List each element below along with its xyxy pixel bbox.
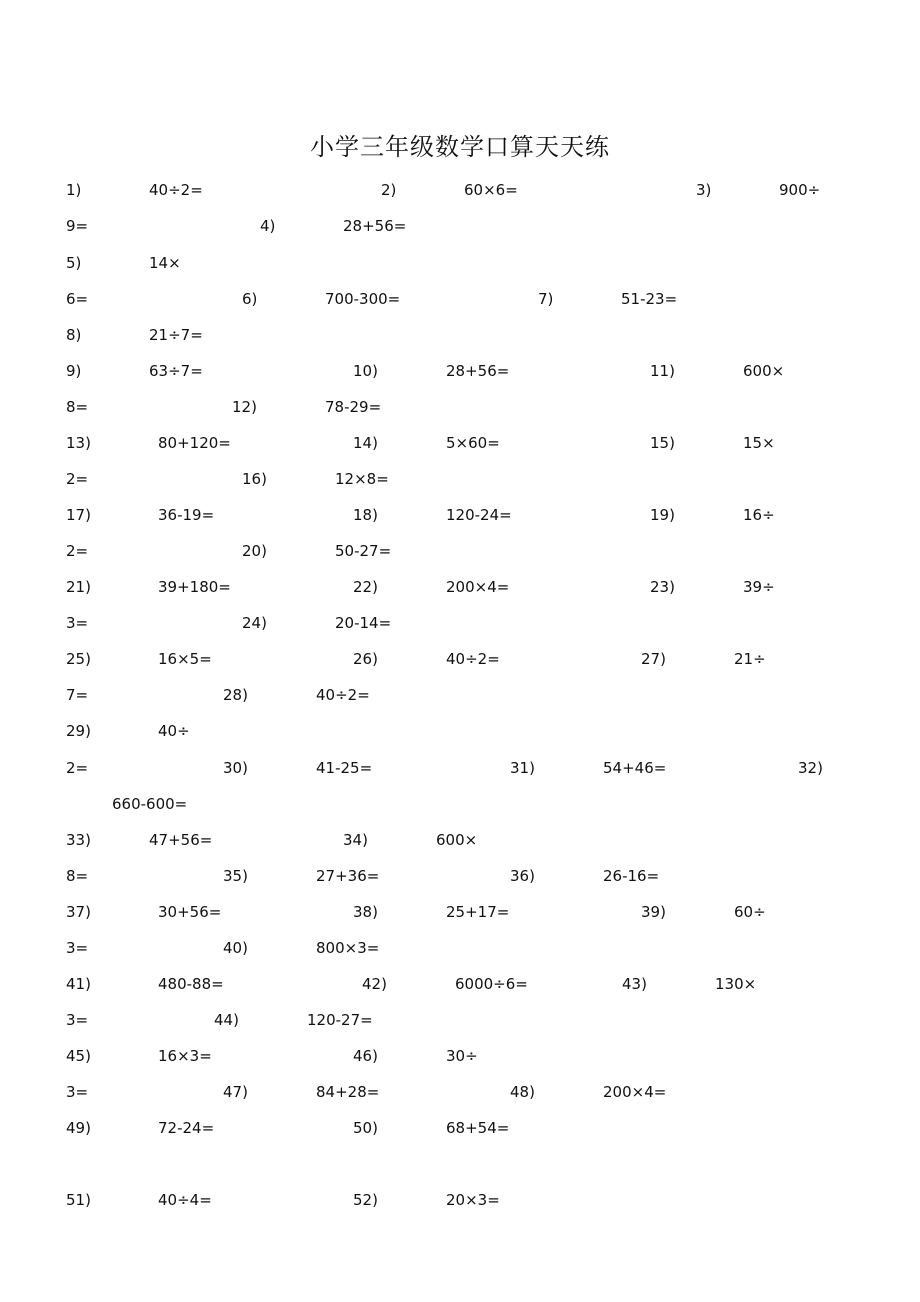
question-expression: 14× — [149, 254, 181, 272]
question-expression: 40÷4= — [158, 1191, 212, 1209]
question-number: 28) — [223, 686, 248, 704]
question-expression: 120-27= — [307, 1011, 373, 1029]
question-number: 29) — [66, 722, 91, 740]
question-expression: 2= — [66, 759, 89, 777]
question-expression: 600× — [743, 362, 785, 380]
question-number: 21) — [66, 578, 91, 596]
question-expression: 12×8= — [335, 470, 389, 488]
question-number: 2) — [381, 181, 397, 199]
question-number: 19) — [650, 506, 675, 524]
question-number: 33) — [66, 831, 91, 849]
question-number: 50) — [353, 1119, 378, 1137]
question-expression: 47+56= — [149, 831, 213, 849]
question-expression: 39÷ — [743, 578, 775, 596]
question-expression: 84+28= — [316, 1083, 380, 1101]
question-expression: 30÷ — [446, 1047, 478, 1065]
question-number: 36) — [510, 867, 535, 885]
question-expression: 3= — [66, 939, 89, 957]
question-number: 25) — [66, 650, 91, 668]
question-expression: 15× — [743, 434, 775, 452]
question-number: 15) — [650, 434, 675, 452]
question-number: 9) — [66, 362, 82, 380]
question-number: 47) — [223, 1083, 248, 1101]
question-number: 45) — [66, 1047, 91, 1065]
question-number: 27) — [641, 650, 666, 668]
question-expression: 40÷2= — [316, 686, 370, 704]
question-expression: 72-24= — [158, 1119, 215, 1137]
question-expression: 21÷7= — [149, 326, 203, 344]
question-number: 16) — [242, 470, 267, 488]
question-number: 8) — [66, 326, 82, 344]
question-expression: 120-24= — [446, 506, 512, 524]
question-number: 1) — [66, 181, 82, 199]
question-number: 23) — [650, 578, 675, 596]
question-number: 32) — [798, 759, 823, 777]
question-expression: 8= — [66, 867, 89, 885]
question-number: 18) — [353, 506, 378, 524]
question-expression: 700-300= — [325, 290, 401, 308]
question-expression: 16×3= — [158, 1047, 212, 1065]
question-expression: 40÷2= — [149, 181, 203, 199]
question-expression: 40÷ — [158, 722, 190, 740]
question-number: 35) — [223, 867, 248, 885]
question-number: 12) — [232, 398, 257, 416]
question-number: 41) — [66, 975, 91, 993]
question-expression: 30+56= — [158, 903, 222, 921]
page-title: 小学三年级数学口算天天练 — [310, 133, 610, 161]
question-expression: 28+56= — [446, 362, 510, 380]
question-expression: 660-600= — [112, 795, 188, 813]
question-expression: 480-88= — [158, 975, 224, 993]
question-number: 13) — [66, 434, 91, 452]
question-number: 3) — [696, 181, 712, 199]
question-expression: 80+120= — [158, 434, 231, 452]
question-number: 52) — [353, 1191, 378, 1209]
question-expression: 800×3= — [316, 939, 380, 957]
question-number: 31) — [510, 759, 535, 777]
question-expression: 2= — [66, 542, 89, 560]
question-number: 34) — [343, 831, 368, 849]
question-expression: 16÷ — [743, 506, 775, 524]
question-expression: 900÷ — [779, 181, 821, 199]
question-expression: 60×6= — [464, 181, 518, 199]
question-expression: 28+56= — [343, 217, 407, 235]
question-expression: 78-29= — [325, 398, 382, 416]
question-expression: 54+46= — [603, 759, 667, 777]
question-expression: 16×5= — [158, 650, 212, 668]
question-number: 39) — [641, 903, 666, 921]
question-number: 10) — [353, 362, 378, 380]
question-expression: 3= — [66, 1011, 89, 1029]
question-expression: 36-19= — [158, 506, 215, 524]
question-expression: 3= — [66, 614, 89, 632]
question-number: 17) — [66, 506, 91, 524]
question-number: 46) — [353, 1047, 378, 1065]
question-expression: 130× — [715, 975, 757, 993]
question-number: 4) — [260, 217, 276, 235]
question-expression: 20-14= — [335, 614, 392, 632]
question-expression: 50-27= — [335, 542, 392, 560]
question-expression: 40÷2= — [446, 650, 500, 668]
question-number: 51) — [66, 1191, 91, 1209]
question-number: 20) — [242, 542, 267, 560]
question-number: 11) — [650, 362, 675, 380]
question-number: 44) — [214, 1011, 239, 1029]
question-number: 24) — [242, 614, 267, 632]
question-expression: 25+17= — [446, 903, 510, 921]
question-expression: 600× — [436, 831, 478, 849]
question-number: 7) — [538, 290, 554, 308]
question-expression: 20×3= — [446, 1191, 500, 1209]
question-expression: 26-16= — [603, 867, 660, 885]
question-expression: 6000÷6= — [455, 975, 528, 993]
question-number: 6) — [242, 290, 258, 308]
question-expression: 8= — [66, 398, 89, 416]
question-expression: 2= — [66, 470, 89, 488]
question-expression: 63÷7= — [149, 362, 203, 380]
question-number: 37) — [66, 903, 91, 921]
question-expression: 9= — [66, 217, 89, 235]
question-expression: 3= — [66, 1083, 89, 1101]
question-expression: 6= — [66, 290, 89, 308]
question-expression: 27+36= — [316, 867, 380, 885]
question-number: 22) — [353, 578, 378, 596]
question-expression: 21÷ — [734, 650, 766, 668]
question-expression: 68+54= — [446, 1119, 510, 1137]
question-number: 42) — [362, 975, 387, 993]
question-expression: 39+180= — [158, 578, 231, 596]
question-expression: 51-23= — [621, 290, 678, 308]
question-expression: 200×4= — [603, 1083, 667, 1101]
question-number: 49) — [66, 1119, 91, 1137]
question-number: 48) — [510, 1083, 535, 1101]
question-number: 26) — [353, 650, 378, 668]
question-expression: 41-25= — [316, 759, 373, 777]
question-expression: 5×60= — [446, 434, 500, 452]
question-number: 38) — [353, 903, 378, 921]
question-number: 5) — [66, 254, 82, 272]
question-number: 40) — [223, 939, 248, 957]
question-number: 30) — [223, 759, 248, 777]
question-number: 14) — [353, 434, 378, 452]
question-number: 43) — [622, 975, 647, 993]
question-expression: 200×4= — [446, 578, 510, 596]
question-expression: 60÷ — [734, 903, 766, 921]
question-expression: 7= — [66, 686, 89, 704]
